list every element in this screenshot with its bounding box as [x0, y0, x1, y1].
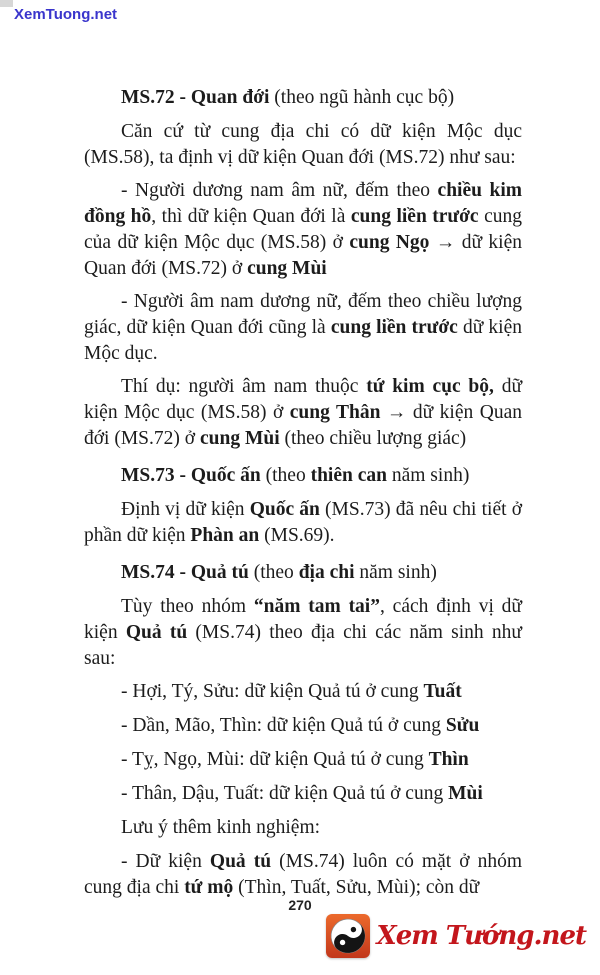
- text-run-bold: tứ mộ: [184, 877, 234, 898]
- text-run: (MS.74) theo địa chi các năm sinh như sau:: [84, 622, 522, 669]
- text-run-bold: Phàn an: [190, 525, 260, 546]
- text-run: - Người âm nam dương nữ, đếm theo chiều lượng giác, dữ kiện Quan đới cũng là: [84, 291, 522, 338]
- paragraph: [84, 594, 522, 672]
- text-run-bold: Mùi: [448, 783, 483, 804]
- text-run: - Hợi, Tý, Sửu: dữ kiện Quả tú ở cung: [121, 681, 424, 702]
- text-run: cung của dữ kiện Mộc dục (MS.58) ở: [84, 206, 522, 253]
- site-link[interactable]: XemTuong.net: [14, 6, 118, 23]
- text-run: dữ kiện Mộc dục.: [84, 317, 522, 364]
- text-run: - Dần, Mão, Thìn: dữ kiện Quả tú ở cung: [121, 715, 446, 736]
- text-run-bold: Quả tú: [209, 851, 272, 872]
- text-run: → dữ kiện Quan đới (MS.72) ở: [84, 402, 522, 449]
- text-run-bold: thiên can: [310, 465, 387, 486]
- page-body: [84, 74, 522, 908]
- scan-artifact: [0, 0, 13, 7]
- text-run: Tùy theo nhóm: [121, 596, 254, 617]
- paragraph: [84, 119, 522, 171]
- text-run: Căn cứ từ cung địa chi có dữ kiện Mộc dục (MS.58), ta định vị dữ kiện Quan đới (MS.72) như sau:: [84, 121, 522, 168]
- text-run-bold: chiều kim đồng hồ: [84, 180, 522, 227]
- text-run-bold: Thìn: [428, 749, 469, 770]
- logo-text: Xem Tướng.net: [376, 921, 586, 951]
- text-run-bold: cung Mùi: [247, 258, 327, 279]
- text-run: (MS.73) đã nêu chi tiết ở phần dữ kiện: [84, 499, 523, 546]
- text-run-bold: MS.73 - Quốc ấn: [121, 465, 261, 486]
- paragraph: [84, 289, 522, 367]
- paragraph: [84, 374, 522, 452]
- text-run-bold: cung Ngọ: [349, 232, 430, 253]
- text-run-bold: địa chi: [298, 562, 355, 583]
- text-run: - Người dương nam âm nữ, đếm theo: [121, 180, 438, 201]
- text-run: - Dữ kiện: [121, 851, 210, 872]
- paragraph: [84, 178, 522, 282]
- site-logo: [326, 914, 586, 958]
- text-run-bold: cung Mùi: [199, 428, 280, 449]
- paragraph: [84, 849, 522, 901]
- page-number: 270: [288, 897, 312, 913]
- text-run-bold: Quốc ấn: [249, 499, 320, 520]
- text-run: → dữ kiện Quan đới (MS.72) ở: [84, 232, 522, 279]
- text-run-bold: Tuất: [423, 681, 462, 702]
- paragraph: [84, 679, 522, 705]
- text-run: Thí dụ: người âm nam thuộc: [121, 376, 367, 397]
- text-run-bold: cung liền trước: [330, 317, 458, 338]
- paragraph: [84, 747, 522, 773]
- section-heading: [84, 463, 522, 489]
- text-run-bold: “năm tam tai”: [253, 596, 380, 617]
- paragraph: [84, 497, 522, 549]
- paragraph: [84, 815, 522, 841]
- text-run-bold: cung Thân: [289, 402, 381, 423]
- text-run-bold: MS.72 - Quan đới: [121, 87, 270, 108]
- text-run: năm sinh): [354, 562, 437, 583]
- text-run: (MS.69).: [259, 525, 335, 546]
- text-run-bold: Sửu: [445, 715, 480, 736]
- text-run: Định vị dữ kiện: [121, 499, 250, 520]
- section-heading: [84, 560, 522, 586]
- text-run: (Thìn, Tuất, Sửu, Mùi); còn dữ: [233, 877, 480, 898]
- paragraph: [84, 713, 522, 739]
- text-run: , cách định vị dữ kiện: [84, 596, 522, 643]
- text-run: , thì dữ kiện Quan đới là: [151, 206, 351, 227]
- text-run-bold: Quả tú: [125, 622, 188, 643]
- text-run: năm sinh): [386, 465, 470, 486]
- text-run-bold: tứ kim cục bộ,: [366, 376, 494, 397]
- text-run: Lưu ý thêm kinh nghiệm:: [121, 817, 321, 838]
- text-run: dữ kiện Mộc dục (MS.58) ở: [84, 376, 523, 423]
- text-run: (theo: [248, 562, 299, 583]
- text-run: - Thân, Dậu, Tuất: dữ kiện Quả tú ở cung: [121, 783, 449, 804]
- text-run: - Tỵ, Ngọ, Mùi: dữ kiện Quả tú ở cung: [121, 749, 429, 770]
- section-heading: [84, 85, 522, 111]
- paragraph: [84, 781, 522, 807]
- text-run: (theo chiều lượng giác): [279, 428, 467, 449]
- text-run: (MS.74) luôn có mặt ở nhóm cung địa chi: [84, 851, 523, 898]
- yin-yang-icon: [326, 914, 370, 958]
- text-run-bold: MS.74 - Quả tú: [121, 562, 249, 583]
- text-run: (theo ngũ hành cục bộ): [269, 87, 455, 108]
- text-run: (theo: [260, 465, 311, 486]
- text-run-bold: cung liền trước: [350, 206, 479, 227]
